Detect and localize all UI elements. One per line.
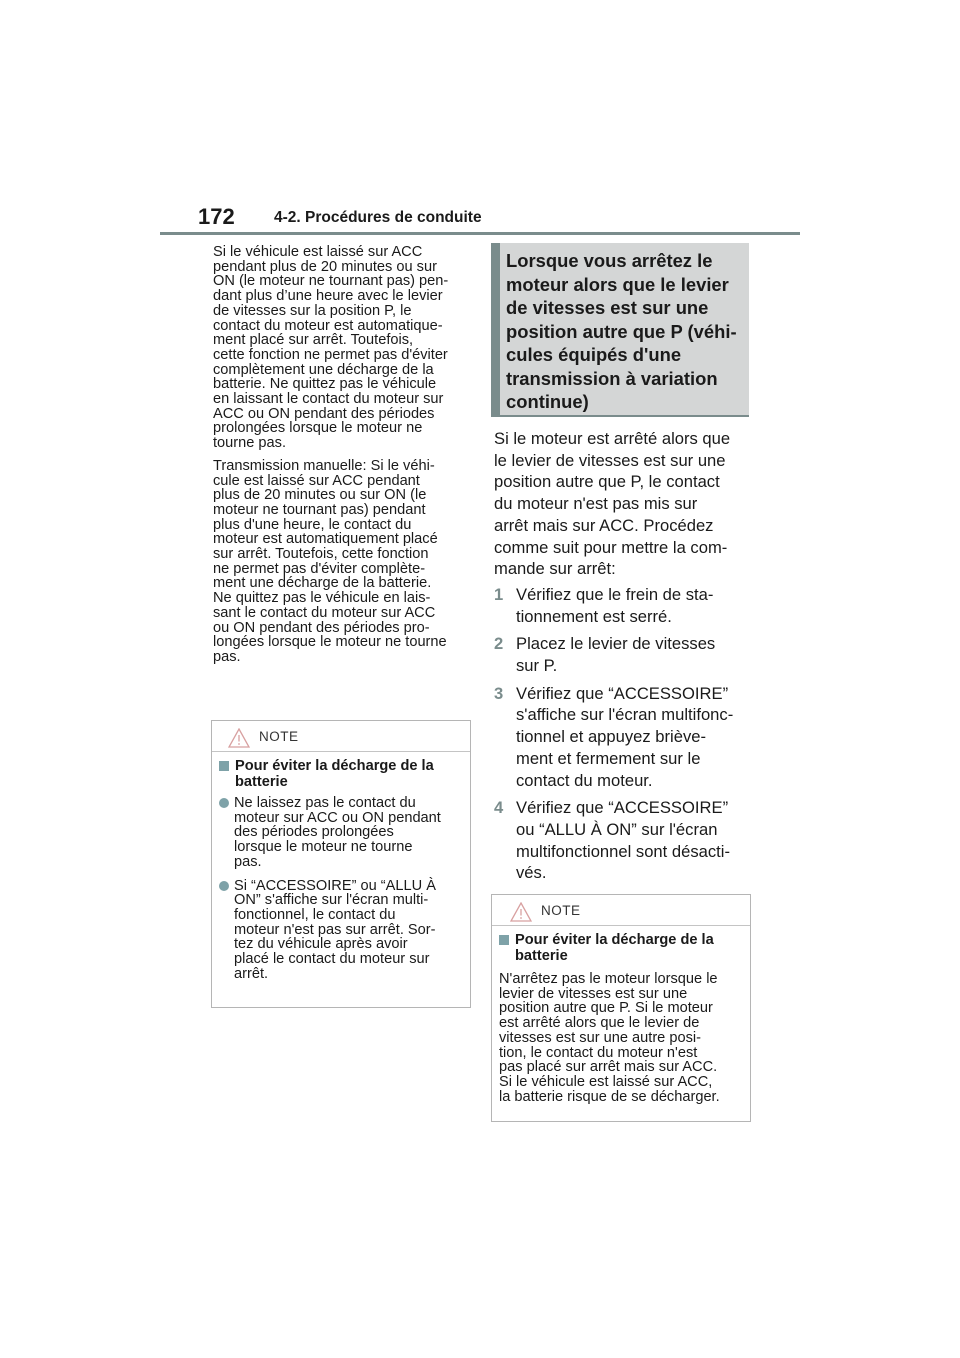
step-item xyxy=(494,683,754,792)
square-bullet-icon xyxy=(219,761,229,771)
note-body: N'arrêtez pas le moteur lorsque le levier de vitesses est sur une position autre que P. Si le moteur est arrêté alors que le levier de vitesses est sur une autre posi- tion, le contact du moteur n'est pas placé sur arrêt mais sur ACC. Si le véhicule est laissé sur ACC, la batterie risque de se décharger. xyxy=(499,971,720,1105)
paragraph-manual-transmission: Transmission manuelle: Si le véhi- cule est laissé sur ACC pendant plus de 20 minutes ou sur ON (le moteur ne tournant pas) pendant plus d'une heure, le contact du moteur est automatiquement placé sur arrêt. Toutefois, cette fonction ne permet pas d'éviter complète- ment une décharge de la batterie. Ne quittez pas le véhicule en lais- sant le contact du moteur sur ACC ou ON pendant des périodes pro- longées lorsque le moteur ne tourne pas. xyxy=(213,457,447,665)
step-number: 4 xyxy=(494,798,504,818)
step-number: 3 xyxy=(494,683,504,703)
intro-paragraph: Si le moteur est arrêté alors que le levier de vitesses est sur une position autre que P, le contact du moteur n'est pas mis sur arrêt mais sur ACC. Procédez comme suit pour mettre la com- mande sur arrêt: xyxy=(494,429,731,579)
right-column-text xyxy=(494,428,754,890)
left-column-text xyxy=(213,245,471,673)
step-text: Vérifiez que “ACCESSOIRE” s'affiche sur l'écran multifonc- tionnel et appuyez briève- ment et fermement sur le contact du moteur. xyxy=(516,683,734,790)
step-number: 1 xyxy=(494,584,504,604)
step-text: Placez le levier de vitesses sur P. xyxy=(516,634,716,676)
heading-accent-bar xyxy=(491,243,500,417)
heading-bottom-rule xyxy=(491,415,749,417)
step-text: Vérifiez que le frein de sta- tionnement est serré. xyxy=(516,584,714,626)
note-header xyxy=(492,895,750,926)
section-heading: Lorsque vous arrêtez le moteur alors que le levier de vitesses est sur une position autre que P (véhi- cules équipés d'une transmission à variation continue) xyxy=(506,250,737,412)
note-bullet: Si “ACCESSOIRE” ou “ALLU À ON” s'affiche sur l'écran multi- fonctionnel, le contact du moteur n'est pas sur arrêt. Sor- tez du véhicule après avoir placé le contact du moteur sur arrêt. xyxy=(219,879,462,982)
step-number: 2 xyxy=(494,634,504,654)
note-box-right xyxy=(491,894,751,1122)
note-header xyxy=(212,721,470,752)
note-heading: Pour éviter la décharge de la batterie xyxy=(219,758,462,790)
paragraph-acc-auto-off: Si le véhicule est laissé sur ACC pendant plus de 20 minutes ou sur ON (le moteur ne tournant pas) pen- dant plus d’une heure avec le levier de vitesses sur la position P, le contact du moteur est automatique- ment placé sur arrêt. Toutefois, cette fonction ne permet pas d'éviter complètement une décharge de la batterie. Ne quittez pas le véhicule en laissant le contact du moteur sur ACC ou ON pendant des périodes prolongées lorsque le moteur ne tourne pas. xyxy=(213,244,449,452)
note-box-left xyxy=(211,720,471,1008)
step-item xyxy=(494,797,754,884)
warning-icon xyxy=(228,728,250,748)
section-heading-box xyxy=(491,243,749,417)
note-heading: Pour éviter la décharge de la batterie xyxy=(499,932,742,964)
header-rule xyxy=(160,232,800,235)
warning-icon xyxy=(510,902,532,922)
note-label: NOTE xyxy=(259,729,299,744)
note-bullet: Ne laissez pas le contact du moteur sur ACC ou ON pendant des périodes prolongées lorsque le moteur ne tourne pas. xyxy=(219,796,462,870)
step-item xyxy=(494,633,754,676)
step-text: Vérifiez que “ACCESSOIRE” ou “ALLU À ON” sur l'écran multifonctionnel sont désacti- vés. xyxy=(516,798,730,883)
step-item xyxy=(494,584,754,627)
section-title: 4-2. Procédures de conduite xyxy=(274,209,482,226)
square-bullet-icon xyxy=(499,935,509,945)
round-bullet-icon xyxy=(219,881,229,891)
note-label: NOTE xyxy=(541,903,581,918)
page-number: 172 xyxy=(198,204,235,229)
round-bullet-icon xyxy=(219,798,229,808)
